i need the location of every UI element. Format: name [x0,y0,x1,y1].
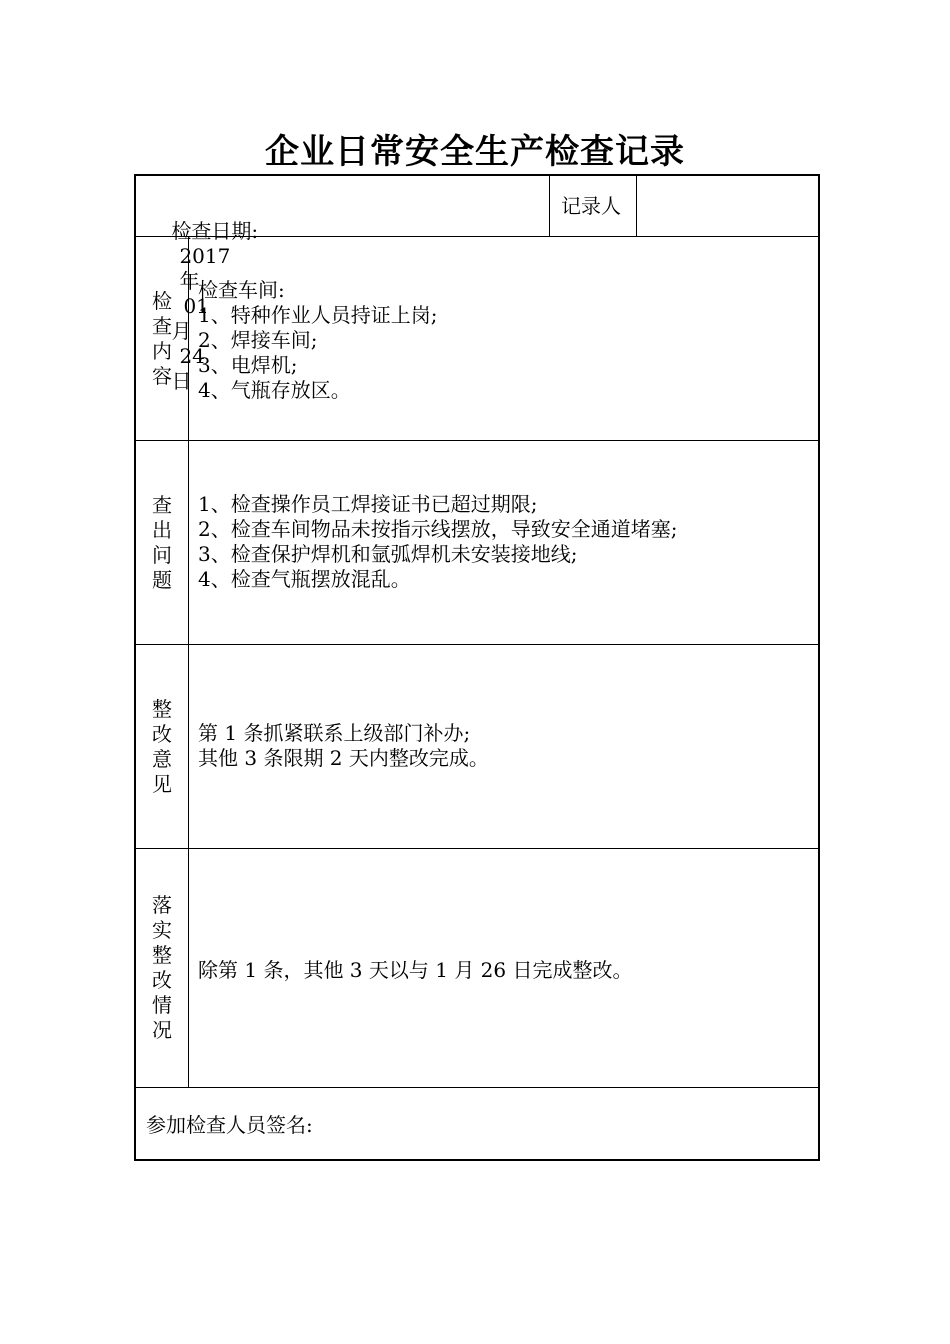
list-item: 除第 1 条，其他 3 天以与 1 月 26 日完成整改。 [198,958,633,982]
section-label-problems: 查 出 问 题 [152,492,172,592]
day-unit: 日 [171,369,192,393]
list-item: 1、检查操作员工焊接证书已超过期限; [198,492,538,516]
date-month: 01 [183,294,209,318]
list-item: 4、气瓶存放区。 [198,378,351,402]
list-item: 4、检查气瓶摆放混乱。 [198,567,411,591]
list-item: 2、焊接车间; [198,328,318,352]
list-item: 3、电焊机; [198,353,298,377]
document-title: 企业日常安全生产检查记录 [265,132,685,172]
signature-label: 参加检查人员签名: [146,1113,313,1137]
month-unit: 月 [171,319,192,343]
date-year: 2017 [179,244,231,268]
list-item: 其他 3 条限期 2 天内整改完成。 [198,746,489,770]
section-problems-text [198,492,677,592]
inspection-record-table [134,174,820,1161]
section-implementation-text [198,958,632,983]
list-item: 第 1 条抓紧联系上级部门补办; [198,721,471,745]
list-item: 检查车间: [198,278,285,302]
list-item: 3、检查保护焊机和氩弧焊机未安装接地线; [198,542,578,566]
section-label-content: 检 查 内 容 [152,288,172,388]
date-label: 检查日期: [171,219,259,243]
section-rectify-text [198,721,489,771]
list-item: 2、检查车间物品未按指示线摆放，导致安全通道堵塞; [198,517,678,541]
list-item: 1、特种作业人员持证上岗; [198,303,438,327]
section-label-implementation: 落 实 整 改 情 况 [152,893,172,1042]
section-content-text [198,278,437,403]
recorder-label: 记录人 [561,194,621,218]
date-day: 24 [179,344,205,368]
section-label-rectify: 整 改 意 见 [152,696,172,796]
year-unit: 年 [179,269,200,293]
